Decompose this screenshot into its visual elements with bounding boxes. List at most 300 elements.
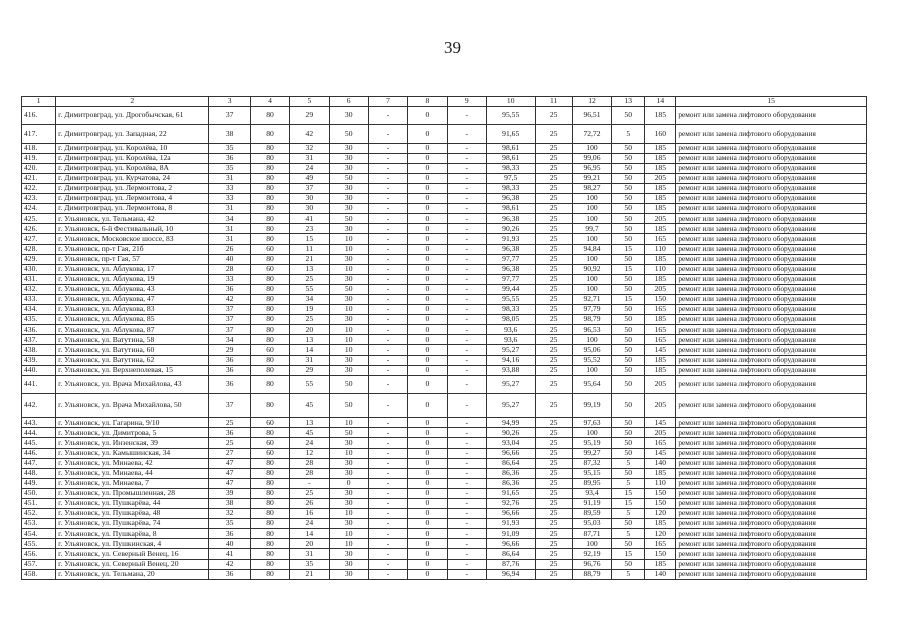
value-cell: 80 (250, 153, 289, 163)
value-cell: - (368, 418, 407, 428)
address-cell: г. Ульяновск, ул. Аблукова, 43 (56, 284, 209, 294)
value-cell: - (447, 204, 486, 214)
value-cell: 95,52 (572, 355, 611, 365)
value-cell: - (447, 478, 486, 488)
table-row (22, 448, 867, 458)
value-cell: 97,63 (572, 418, 611, 428)
value-cell: 0 (408, 234, 447, 244)
value-cell: 96,53 (572, 325, 611, 335)
value-cell: 0 (408, 153, 447, 163)
value-cell: 95,27 (486, 394, 535, 418)
table-body (22, 97, 867, 580)
value-cell: - (447, 234, 486, 244)
value-cell: 205 (645, 394, 676, 418)
value-cell: - (368, 335, 407, 345)
value-cell: 80 (250, 458, 289, 468)
value-cell: 10 (329, 264, 368, 274)
value-cell: 0 (408, 549, 447, 559)
row-number-cell: 424. (22, 204, 56, 214)
value-cell: 30 (329, 224, 368, 234)
value-cell: 20 (290, 325, 329, 335)
row-number-cell: 426. (22, 224, 56, 234)
value-cell: 80 (250, 143, 289, 153)
row-number-cell: 419. (22, 153, 56, 163)
value-cell: - (447, 458, 486, 468)
address-cell: г. Ульяновск, пр-т Гая, 57 (56, 254, 209, 264)
value-cell: 80 (250, 335, 289, 345)
address-cell: г. Ульяновск, ул. Ватутина, 58 (56, 335, 209, 345)
value-cell: 5 (612, 529, 645, 539)
value-cell: 90,92 (572, 264, 611, 274)
value-cell: - (447, 488, 486, 498)
value-cell: 32 (290, 143, 329, 153)
value-cell: 0 (408, 499, 447, 509)
value-cell: 10 (329, 244, 368, 254)
column-number-cell: 6 (329, 97, 368, 107)
value-cell: 25 (535, 438, 572, 448)
column-number-cell: 12 (572, 97, 611, 107)
value-cell: 145 (645, 448, 676, 458)
value-cell: - (368, 183, 407, 193)
value-cell: - (447, 559, 486, 569)
value-cell: 34 (209, 214, 250, 224)
value-cell: 36 (209, 529, 250, 539)
value-cell: 50 (612, 254, 645, 264)
row-number-cell: 417. (22, 125, 56, 144)
value-cell: 80 (250, 125, 289, 144)
value-cell: 5 (612, 458, 645, 468)
value-cell: - (447, 173, 486, 183)
value-cell: 0 (408, 194, 447, 204)
value-cell: 21 (290, 569, 329, 579)
value-cell: 36 (209, 355, 250, 365)
value-cell: - (447, 355, 486, 365)
value-cell: 50 (612, 355, 645, 365)
value-cell: 95,27 (486, 375, 535, 394)
value-cell: 25 (209, 438, 250, 448)
row-number-cell: 447. (22, 458, 56, 468)
work-type-cell: ремонт или замена лифтового оборудования (676, 234, 867, 244)
value-cell: 0 (408, 254, 447, 264)
value-cell: 25 (535, 224, 572, 234)
row-number-cell: 456. (22, 549, 56, 559)
value-cell: - (368, 539, 407, 549)
value-cell: - (368, 458, 407, 468)
value-cell: - (447, 325, 486, 335)
value-cell: 20 (290, 539, 329, 549)
table-row (22, 428, 867, 438)
work-type-cell: ремонт или замена лифтового оборудования (676, 519, 867, 529)
value-cell: - (368, 519, 407, 529)
value-cell: 0 (408, 204, 447, 214)
value-cell: 91,09 (486, 529, 535, 539)
value-cell: 90,26 (486, 224, 535, 234)
value-cell: 30 (329, 365, 368, 375)
table-row (22, 499, 867, 509)
work-type-cell: ремонт или замена лифтового оборудования (676, 539, 867, 549)
value-cell: 60 (250, 448, 289, 458)
value-cell: 34 (290, 295, 329, 305)
value-cell: 37 (209, 325, 250, 335)
value-cell: 30 (329, 106, 368, 125)
work-type-cell: ремонт или замена лифтового оборудования (676, 305, 867, 315)
value-cell: 30 (329, 295, 368, 305)
value-cell: 99,7 (572, 224, 611, 234)
address-cell: г. Ульяновск, ул. Тельмана, 20 (56, 569, 209, 579)
value-cell: - (368, 468, 407, 478)
table-row (22, 125, 867, 144)
value-cell: 165 (645, 305, 676, 315)
value-cell: 50 (612, 345, 645, 355)
value-cell: 25 (535, 163, 572, 173)
value-cell: - (368, 214, 407, 224)
value-cell: 50 (612, 284, 645, 294)
value-cell: 96,76 (572, 559, 611, 569)
value-cell: 25 (535, 509, 572, 519)
value-cell: 91,65 (486, 488, 535, 498)
repair-table-container (21, 96, 867, 580)
value-cell: 41 (290, 214, 329, 224)
value-cell: 87,76 (486, 559, 535, 569)
value-cell: 80 (250, 499, 289, 509)
value-cell: 31 (209, 224, 250, 234)
value-cell: 25 (290, 315, 329, 325)
table-row (22, 244, 867, 254)
value-cell: 39 (209, 488, 250, 498)
value-cell: 25 (535, 254, 572, 264)
value-cell: 88,79 (572, 569, 611, 579)
value-cell: 40 (209, 254, 250, 264)
value-cell: 0 (408, 224, 447, 234)
value-cell: 185 (645, 274, 676, 284)
value-cell: 0 (408, 428, 447, 438)
value-cell: 37 (209, 305, 250, 315)
value-cell: 25 (535, 478, 572, 488)
value-cell: 80 (250, 549, 289, 559)
value-cell: 94,84 (572, 244, 611, 254)
value-cell: 30 (329, 183, 368, 193)
address-cell: г. Димитровград, ул. Лермонтова, 4 (56, 194, 209, 204)
value-cell: 0 (408, 458, 447, 468)
address-cell: г. Ульяновск, ул. Пушкарёва, 48 (56, 509, 209, 519)
value-cell: 80 (250, 274, 289, 284)
value-cell: 30 (329, 438, 368, 448)
row-number-cell: 446. (22, 448, 56, 458)
row-number-cell: 438. (22, 345, 56, 355)
value-cell: - (368, 163, 407, 173)
value-cell: 31 (209, 234, 250, 244)
value-cell: 29 (290, 106, 329, 125)
value-cell: 0 (408, 394, 447, 418)
value-cell: 55 (290, 284, 329, 294)
work-type-cell: ремонт или замена лифтового оборудования (676, 569, 867, 579)
value-cell: 90,26 (486, 428, 535, 438)
value-cell: - (447, 549, 486, 559)
work-type-cell: ремонт или замена лифтового оборудования (676, 153, 867, 163)
value-cell: 25 (535, 468, 572, 478)
value-cell: 50 (612, 365, 645, 375)
value-cell: 50 (612, 305, 645, 315)
row-number-cell: 418. (22, 143, 56, 153)
value-cell: 25 (535, 499, 572, 509)
table-row (22, 394, 867, 418)
value-cell: 47 (209, 458, 250, 468)
value-cell: 0 (408, 539, 447, 549)
table-row (22, 224, 867, 234)
value-cell: 25 (535, 244, 572, 254)
row-number-cell: 450. (22, 488, 56, 498)
value-cell: 30 (290, 194, 329, 204)
value-cell: 110 (645, 264, 676, 274)
address-cell: г. Ульяновск, ул. Пушкарёва, 8 (56, 529, 209, 539)
value-cell: 185 (645, 254, 676, 264)
value-cell: 15 (612, 264, 645, 274)
value-cell: 0 (408, 315, 447, 325)
value-cell: 25 (535, 519, 572, 529)
value-cell: 89,59 (572, 509, 611, 519)
value-cell: - (447, 499, 486, 509)
table-row (22, 325, 867, 335)
value-cell: 30 (329, 355, 368, 365)
value-cell: 50 (612, 335, 645, 345)
address-cell: г. Димитровград, ул. Королёва, 8А (56, 163, 209, 173)
value-cell: - (447, 315, 486, 325)
value-cell: 98,61 (486, 204, 535, 214)
table-row (22, 153, 867, 163)
value-cell: 25 (535, 234, 572, 244)
value-cell: - (368, 365, 407, 375)
value-cell: 50 (612, 448, 645, 458)
row-number-cell: 423. (22, 194, 56, 204)
value-cell: - (447, 224, 486, 234)
value-cell: 205 (645, 375, 676, 394)
value-cell: 0 (408, 274, 447, 284)
work-type-cell: ремонт или замена лифтового оборудования (676, 163, 867, 173)
value-cell: 37 (209, 106, 250, 125)
row-number-cell: 442. (22, 394, 56, 418)
value-cell: 91,65 (486, 125, 535, 144)
value-cell: 80 (250, 106, 289, 125)
value-cell: 25 (535, 315, 572, 325)
row-number-cell: 445. (22, 438, 56, 448)
value-cell: 0 (329, 478, 368, 488)
value-cell: - (368, 499, 407, 509)
work-type-cell: ремонт или замена лифтового оборудования (676, 106, 867, 125)
value-cell: 80 (250, 163, 289, 173)
value-cell: 50 (612, 418, 645, 428)
value-cell: 50 (612, 375, 645, 394)
value-cell: 35 (209, 143, 250, 153)
table-row (22, 194, 867, 204)
value-cell: 35 (290, 559, 329, 569)
value-cell: 99,19 (572, 394, 611, 418)
value-cell: 50 (329, 394, 368, 418)
value-cell: 100 (572, 204, 611, 214)
value-cell: - (447, 264, 486, 274)
work-type-cell: ремонт или замена лифтового оборудования (676, 125, 867, 144)
address-cell: г. Ульяновск, ул. Тельмана, 42 (56, 214, 209, 224)
value-cell: 41 (209, 549, 250, 559)
table-row (22, 365, 867, 375)
value-cell: 33 (209, 274, 250, 284)
column-number-cell: 2 (56, 97, 209, 107)
column-number-cell: 14 (645, 97, 676, 107)
value-cell: 50 (329, 173, 368, 183)
value-cell: 0 (408, 264, 447, 274)
work-type-cell: ремонт или замена лифтового оборудования (676, 335, 867, 345)
address-cell: г. Ульяновск, ул. Инзенская, 39 (56, 438, 209, 448)
table-row (22, 478, 867, 488)
value-cell: 98,27 (572, 183, 611, 193)
value-cell: 91,93 (486, 234, 535, 244)
value-cell: 205 (645, 428, 676, 438)
value-cell: 89,95 (572, 478, 611, 488)
value-cell: - (368, 345, 407, 355)
table-row (22, 106, 867, 125)
value-cell: - (447, 125, 486, 144)
value-cell: - (447, 153, 486, 163)
value-cell: 28 (209, 264, 250, 274)
value-cell: - (368, 375, 407, 394)
value-cell: 5 (612, 478, 645, 488)
work-type-cell: ремонт или замена лифтового оборудования (676, 509, 867, 519)
work-type-cell: ремонт или замена лифтового оборудования (676, 394, 867, 418)
value-cell: 0 (408, 488, 447, 498)
value-cell: - (368, 244, 407, 254)
value-cell: 120 (645, 509, 676, 519)
value-cell: 25 (535, 214, 572, 224)
value-cell: 50 (612, 214, 645, 224)
value-cell: - (368, 394, 407, 418)
value-cell: 16 (290, 509, 329, 519)
value-cell: 150 (645, 295, 676, 305)
work-type-cell: ремонт или замена лифтового оборудования (676, 194, 867, 204)
value-cell: 37 (290, 183, 329, 193)
value-cell: 185 (645, 106, 676, 125)
value-cell: - (368, 478, 407, 488)
value-cell: 0 (408, 183, 447, 193)
value-cell: 23 (290, 224, 329, 234)
value-cell: 91,93 (486, 519, 535, 529)
value-cell: - (368, 234, 407, 244)
value-cell: 0 (408, 448, 447, 458)
value-cell: 10 (329, 234, 368, 244)
value-cell: 99,06 (572, 153, 611, 163)
value-cell: 0 (408, 244, 447, 254)
value-cell: 185 (645, 163, 676, 173)
value-cell: 80 (250, 173, 289, 183)
value-cell: - (447, 394, 486, 418)
value-cell: - (368, 224, 407, 234)
value-cell: 98,33 (486, 305, 535, 315)
work-type-cell: ремонт или замена лифтового оборудования (676, 499, 867, 509)
value-cell: 13 (290, 264, 329, 274)
value-cell: 93,6 (486, 335, 535, 345)
value-cell: 80 (250, 559, 289, 569)
value-cell: 165 (645, 335, 676, 345)
row-number-cell: 448. (22, 468, 56, 478)
table-row (22, 183, 867, 193)
table-row (22, 214, 867, 224)
value-cell: 50 (612, 468, 645, 478)
value-cell: 25 (535, 549, 572, 559)
value-cell: 50 (612, 173, 645, 183)
value-cell: 50 (612, 428, 645, 438)
value-cell: 100 (572, 254, 611, 264)
value-cell: 95,03 (572, 519, 611, 529)
value-cell: - (447, 365, 486, 375)
work-type-cell: ремонт или замена лифтового оборудования (676, 315, 867, 325)
value-cell: 25 (535, 335, 572, 345)
value-cell: - (368, 295, 407, 305)
value-cell: 28 (290, 468, 329, 478)
value-cell: 30 (329, 488, 368, 498)
elevator-repair-table (21, 96, 867, 580)
address-cell: г. Ульяновск, ул. Ватутина, 62 (56, 355, 209, 365)
address-cell: г. Ульяновск, ул. Аблукова, 47 (56, 295, 209, 305)
value-cell: - (447, 509, 486, 519)
column-number-cell: 11 (535, 97, 572, 107)
value-cell: 15 (612, 295, 645, 305)
column-number-cell: 9 (447, 97, 486, 107)
value-cell: 25 (535, 458, 572, 468)
value-cell: 80 (250, 295, 289, 305)
value-cell: 50 (329, 125, 368, 144)
value-cell: 25 (535, 284, 572, 294)
column-number-cell: 4 (250, 97, 289, 107)
row-number-cell: 455. (22, 539, 56, 549)
value-cell: 10 (329, 325, 368, 335)
value-cell: 0 (408, 305, 447, 315)
value-cell: - (368, 569, 407, 579)
value-cell: - (447, 519, 486, 529)
value-cell: - (447, 214, 486, 224)
value-cell: 0 (408, 375, 447, 394)
work-type-cell: ремонт или замена лифтового оборудования (676, 559, 867, 569)
address-cell: г. Ульяновск, ул. Аблукова, 87 (56, 325, 209, 335)
value-cell: 50 (612, 559, 645, 569)
value-cell: 185 (645, 204, 676, 214)
value-cell: 29 (209, 345, 250, 355)
value-cell: - (447, 539, 486, 549)
value-cell: 80 (250, 315, 289, 325)
column-number-row (22, 97, 867, 107)
address-cell: г. Ульяновск, ул. Минаева, 44 (56, 468, 209, 478)
value-cell: 100 (572, 234, 611, 244)
value-cell: 185 (645, 559, 676, 569)
value-cell: 72,72 (572, 125, 611, 144)
value-cell: 96,38 (486, 264, 535, 274)
value-cell: 0 (408, 509, 447, 519)
value-cell: 165 (645, 438, 676, 448)
row-number-cell: 425. (22, 214, 56, 224)
value-cell: 0 (408, 468, 447, 478)
value-cell: 0 (408, 173, 447, 183)
table-row (22, 418, 867, 428)
column-number-cell: 13 (612, 97, 645, 107)
work-type-cell: ремонт или замена лифтового оборудования (676, 345, 867, 355)
value-cell: 185 (645, 153, 676, 163)
value-cell: 98,61 (486, 153, 535, 163)
work-type-cell: ремонт или замена лифтового оборудования (676, 295, 867, 305)
row-number-cell: 427. (22, 234, 56, 244)
column-number-cell: 5 (290, 97, 329, 107)
value-cell: 25 (535, 274, 572, 284)
value-cell: 25 (535, 153, 572, 163)
value-cell: 98,33 (486, 163, 535, 173)
value-cell: 25 (535, 355, 572, 365)
value-cell: 25 (535, 488, 572, 498)
